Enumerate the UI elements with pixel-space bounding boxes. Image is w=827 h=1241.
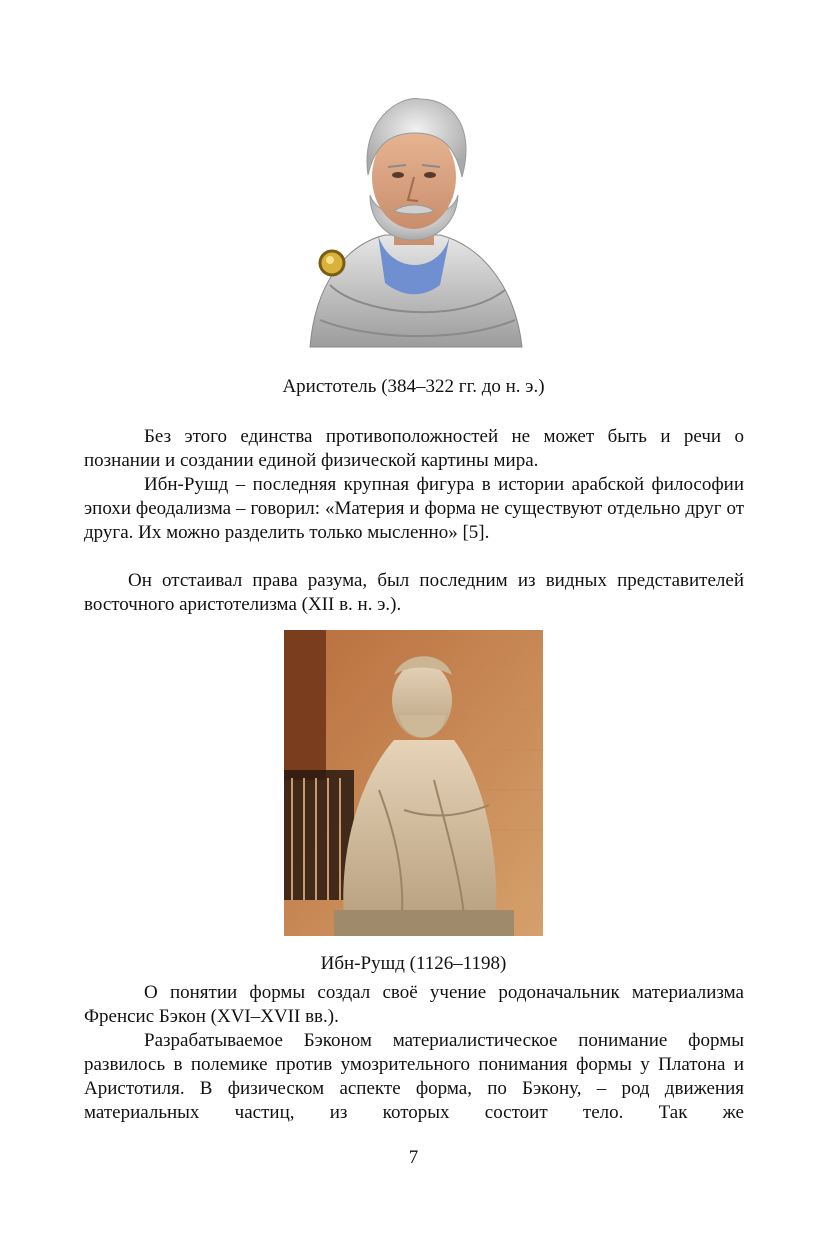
- figure-caption-ibn-rushd: Ибн-Рушд (1126–1198): [320, 953, 507, 974]
- paragraph: Разрабатываемое Бэконом материалистическое понимание формы развилось в полемике против умозрительного понимания формы у Платона и Аристотиля. В физическом аспекте форма, по Бэкону, – род движения материальных частиц, из которых состоит тело. Так же: [84, 1030, 744, 1123]
- aristotle-portrait: [290, 85, 535, 355]
- paragraph: Без этого единства противоположностей не может быть и речи о познании и создании единой физической картины мира.: [84, 426, 744, 471]
- page-number: 7: [408, 1147, 419, 1168]
- paragraph: Он отстаивал права разума, был последним из видных представителей восточного аристотелизма (XII в. н. э.).: [84, 570, 744, 615]
- paragraph: О понятии формы создал своё учение родоначальник материализма Френсис Бэкон (XVI–XVII вв.).: [84, 982, 744, 1027]
- paragraph: Ибн-Рушд – последняя крупная фигура в истории арабской философии эпохи феодализма – говорил: «Материя и форма не существуют отдельно друг от друга. Их можно разделить только мысленно» [5].: [84, 474, 744, 543]
- ibn-rushd-statue: [284, 630, 543, 936]
- figure-caption-aristotle: Аристотель (384–322 гг. до н. э.): [282, 376, 545, 397]
